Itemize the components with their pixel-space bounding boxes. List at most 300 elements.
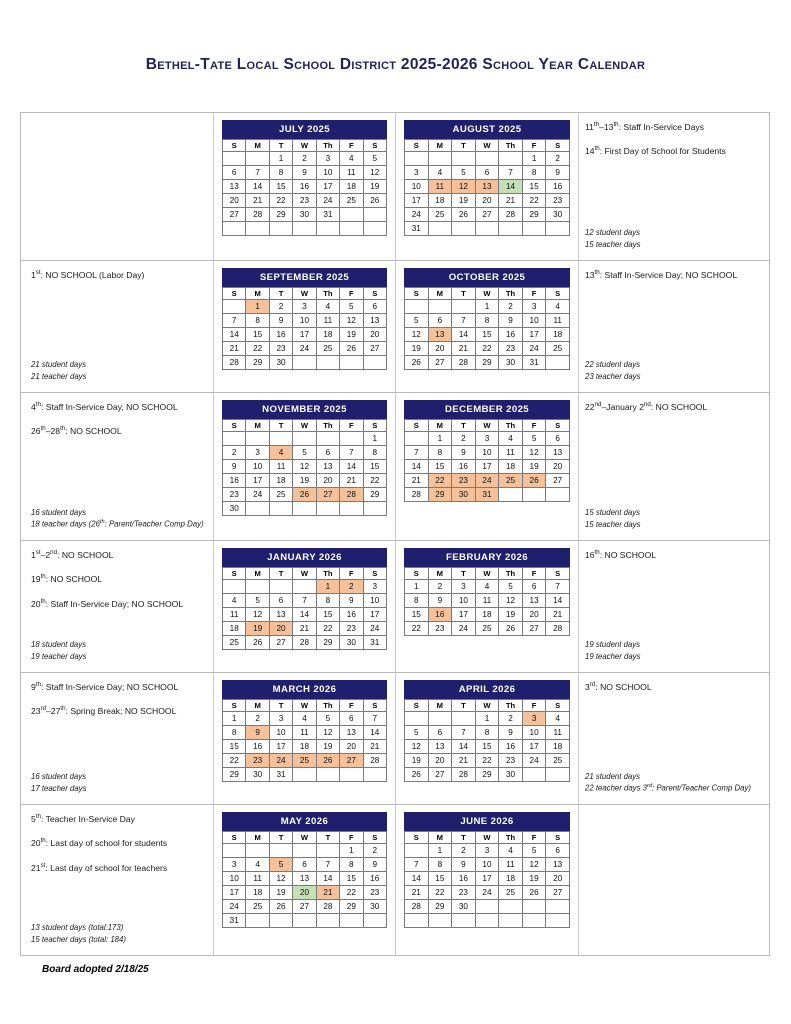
day-cell[interactable]: 18 (499, 872, 523, 886)
day-cell[interactable]: 21 (316, 886, 339, 900)
day-cell[interactable]: 18 (293, 740, 316, 754)
day-cell[interactable]: 12 (405, 328, 429, 342)
day-cell[interactable]: 29 (316, 636, 339, 650)
day-cell[interactable]: 15 (340, 872, 363, 886)
day-cell[interactable]: 29 (246, 356, 269, 370)
day-cell[interactable]: 4 (499, 432, 523, 446)
day-cell[interactable]: 11 (246, 872, 269, 886)
day-cell[interactable]: 15 (475, 328, 499, 342)
day-cell[interactable]: 27 (546, 886, 570, 900)
day-cell[interactable]: 5 (522, 844, 546, 858)
day-cell[interactable]: 20 (293, 886, 316, 900)
day-cell[interactable]: 1 (363, 432, 386, 446)
day-cell[interactable]: 20 (522, 608, 546, 622)
day-cell[interactable]: 31 (522, 356, 546, 370)
day-cell[interactable]: 5 (405, 726, 429, 740)
day-cell[interactable]: 1 (340, 844, 363, 858)
day-cell[interactable]: 7 (363, 712, 386, 726)
day-cell[interactable]: 17 (522, 740, 546, 754)
day-cell[interactable]: 3 (452, 580, 476, 594)
day-cell[interactable]: 28 (246, 208, 269, 222)
day-cell[interactable]: 20 (546, 460, 570, 474)
day-cell[interactable]: 21 (340, 474, 363, 488)
day-cell[interactable]: 1 (405, 580, 429, 594)
day-cell[interactable]: 26 (269, 900, 292, 914)
day-cell[interactable]: 24 (269, 754, 292, 768)
day-cell[interactable]: 3 (223, 858, 246, 872)
day-cell[interactable]: 20 (428, 754, 452, 768)
day-cell[interactable]: 27 (223, 208, 246, 222)
day-cell[interactable]: 17 (316, 180, 339, 194)
day-cell[interactable]: 9 (499, 726, 523, 740)
day-cell[interactable]: 17 (475, 872, 499, 886)
day-cell[interactable]: 10 (452, 594, 476, 608)
day-cell[interactable]: 16 (246, 740, 269, 754)
day-cell[interactable]: 1 (522, 152, 546, 166)
day-cell[interactable]: 7 (405, 446, 429, 460)
day-cell[interactable]: 3 (405, 166, 429, 180)
day-cell[interactable]: 27 (428, 356, 452, 370)
day-cell[interactable]: 28 (499, 208, 523, 222)
day-cell[interactable]: 9 (499, 314, 523, 328)
day-cell[interactable]: 11 (546, 314, 570, 328)
day-cell[interactable]: 1 (475, 712, 499, 726)
day-cell[interactable]: 8 (340, 858, 363, 872)
day-cell[interactable]: 26 (499, 622, 523, 636)
day-cell[interactable]: 13 (363, 314, 386, 328)
day-cell[interactable]: 14 (363, 726, 386, 740)
day-cell[interactable]: 14 (246, 180, 269, 194)
day-cell[interactable]: 27 (293, 900, 316, 914)
day-cell[interactable]: 26 (405, 768, 429, 782)
day-cell[interactable]: 16 (499, 740, 523, 754)
day-cell[interactable]: 14 (293, 608, 316, 622)
day-cell[interactable]: 27 (316, 488, 339, 502)
day-cell[interactable]: 4 (269, 446, 292, 460)
day-cell[interactable]: 7 (452, 314, 476, 328)
day-cell[interactable]: 16 (452, 460, 476, 474)
day-cell[interactable]: 30 (499, 356, 523, 370)
day-cell[interactable]: 30 (246, 768, 269, 782)
day-cell[interactable]: 31 (269, 768, 292, 782)
day-cell[interactable]: 22 (428, 886, 452, 900)
day-cell[interactable]: 9 (452, 446, 476, 460)
day-cell[interactable]: 19 (405, 342, 429, 356)
day-cell[interactable]: 6 (546, 432, 570, 446)
day-cell[interactable]: 28 (452, 356, 476, 370)
day-cell[interactable]: 13 (428, 328, 452, 342)
day-cell[interactable]: 9 (546, 166, 570, 180)
day-cell[interactable]: 5 (246, 594, 269, 608)
day-cell[interactable]: 18 (316, 328, 339, 342)
day-cell[interactable]: 19 (269, 886, 292, 900)
day-cell[interactable]: 31 (316, 208, 339, 222)
day-cell[interactable]: 4 (546, 300, 570, 314)
day-cell[interactable]: 1 (428, 844, 452, 858)
day-cell[interactable]: 6 (546, 844, 570, 858)
day-cell[interactable]: 7 (499, 166, 523, 180)
day-cell[interactable]: 22 (522, 194, 546, 208)
day-cell[interactable]: 5 (340, 300, 363, 314)
day-cell[interactable]: 29 (363, 488, 386, 502)
day-cell[interactable]: 28 (405, 488, 429, 502)
day-cell[interactable]: 6 (428, 726, 452, 740)
day-cell[interactable]: 5 (405, 314, 429, 328)
day-cell[interactable]: 10 (316, 166, 339, 180)
day-cell[interactable]: 18 (546, 740, 570, 754)
day-cell[interactable]: 14 (316, 872, 339, 886)
day-cell[interactable]: 10 (522, 726, 546, 740)
day-cell[interactable]: 21 (405, 474, 429, 488)
day-cell[interactable]: 3 (316, 152, 339, 166)
day-cell[interactable]: 25 (546, 342, 570, 356)
day-cell[interactable]: 8 (475, 726, 499, 740)
day-cell[interactable]: 25 (246, 900, 269, 914)
day-cell[interactable]: 25 (316, 342, 339, 356)
day-cell[interactable]: 29 (475, 356, 499, 370)
day-cell[interactable]: 2 (340, 580, 363, 594)
day-cell[interactable]: 30 (340, 636, 363, 650)
day-cell[interactable]: 6 (269, 594, 292, 608)
day-cell[interactable]: 28 (363, 754, 386, 768)
day-cell[interactable]: 11 (546, 726, 570, 740)
day-cell[interactable]: 20 (363, 328, 386, 342)
day-cell[interactable]: 30 (452, 488, 476, 502)
day-cell[interactable]: 30 (363, 900, 386, 914)
day-cell[interactable]: 27 (428, 768, 452, 782)
day-cell[interactable]: 1 (223, 712, 246, 726)
day-cell[interactable]: 10 (293, 314, 316, 328)
day-cell[interactable]: 15 (363, 460, 386, 474)
day-cell[interactable]: 13 (316, 460, 339, 474)
day-cell[interactable]: 18 (499, 460, 523, 474)
day-cell[interactable]: 18 (269, 474, 292, 488)
day-cell[interactable]: 10 (363, 594, 386, 608)
day-cell[interactable]: 17 (223, 886, 246, 900)
day-cell[interactable]: 22 (363, 474, 386, 488)
day-cell[interactable]: 27 (363, 342, 386, 356)
day-cell[interactable]: 22 (475, 342, 499, 356)
day-cell[interactable]: 23 (499, 342, 523, 356)
day-cell[interactable]: 22 (246, 342, 269, 356)
day-cell[interactable]: 8 (316, 594, 339, 608)
day-cell[interactable]: 5 (452, 166, 476, 180)
day-cell[interactable]: 4 (340, 152, 363, 166)
day-cell[interactable]: 25 (499, 886, 523, 900)
day-cell[interactable]: 12 (452, 180, 476, 194)
day-cell[interactable]: 2 (428, 580, 452, 594)
day-cell[interactable]: 7 (293, 594, 316, 608)
day-cell[interactable]: 9 (269, 314, 292, 328)
day-cell[interactable]: 16 (546, 180, 570, 194)
day-cell[interactable]: 12 (522, 858, 546, 872)
day-cell[interactable]: 2 (499, 300, 523, 314)
day-cell[interactable]: 7 (223, 314, 246, 328)
day-cell[interactable]: 10 (405, 180, 429, 194)
day-cell[interactable]: 3 (475, 844, 499, 858)
day-cell[interactable]: 17 (452, 608, 476, 622)
day-cell[interactable]: 19 (405, 754, 429, 768)
day-cell[interactable]: 12 (363, 166, 386, 180)
day-cell[interactable]: 19 (293, 474, 316, 488)
day-cell[interactable]: 19 (452, 194, 476, 208)
day-cell[interactable]: 21 (452, 754, 476, 768)
day-cell[interactable]: 2 (452, 844, 476, 858)
day-cell[interactable]: 22 (223, 754, 246, 768)
day-cell[interactable]: 5 (499, 580, 523, 594)
day-cell[interactable]: 14 (405, 460, 429, 474)
day-cell[interactable]: 3 (475, 432, 499, 446)
day-cell[interactable]: 30 (223, 502, 246, 516)
day-cell[interactable]: 16 (223, 474, 246, 488)
day-cell[interactable]: 8 (428, 858, 452, 872)
day-cell[interactable]: 6 (522, 580, 546, 594)
day-cell[interactable]: 23 (452, 474, 476, 488)
day-cell[interactable]: 8 (223, 726, 246, 740)
day-cell[interactable]: 9 (223, 460, 246, 474)
day-cell[interactable]: 2 (363, 844, 386, 858)
day-cell[interactable]: 5 (316, 712, 339, 726)
day-cell[interactable]: 8 (405, 594, 429, 608)
day-cell[interactable]: 12 (522, 446, 546, 460)
day-cell[interactable]: 14 (452, 328, 476, 342)
day-cell[interactable]: 3 (522, 712, 546, 726)
day-cell[interactable]: 21 (499, 194, 523, 208)
day-cell[interactable]: 13 (269, 608, 292, 622)
day-cell[interactable]: 11 (293, 726, 316, 740)
day-cell[interactable]: 11 (316, 314, 339, 328)
day-cell[interactable]: 20 (546, 872, 570, 886)
day-cell[interactable]: 26 (316, 754, 339, 768)
day-cell[interactable]: 28 (405, 900, 429, 914)
day-cell[interactable]: 15 (522, 180, 546, 194)
day-cell[interactable]: 3 (293, 300, 316, 314)
day-cell[interactable]: 7 (546, 580, 570, 594)
day-cell[interactable]: 16 (452, 872, 476, 886)
day-cell[interactable]: 23 (546, 194, 570, 208)
day-cell[interactable]: 16 (363, 872, 386, 886)
day-cell[interactable]: 28 (452, 768, 476, 782)
day-cell[interactable]: 11 (428, 180, 452, 194)
day-cell[interactable]: 27 (475, 208, 499, 222)
day-cell[interactable]: 15 (223, 740, 246, 754)
day-cell[interactable]: 23 (340, 622, 363, 636)
day-cell[interactable]: 23 (269, 342, 292, 356)
day-cell[interactable]: 22 (316, 622, 339, 636)
day-cell[interactable]: 17 (293, 328, 316, 342)
day-cell[interactable]: 23 (293, 194, 316, 208)
day-cell[interactable]: 24 (293, 342, 316, 356)
day-cell[interactable]: 2 (499, 712, 523, 726)
day-cell[interactable]: 17 (475, 460, 499, 474)
day-cell[interactable]: 20 (316, 474, 339, 488)
day-cell[interactable]: 2 (546, 152, 570, 166)
day-cell[interactable]: 13 (223, 180, 246, 194)
day-cell[interactable]: 21 (223, 342, 246, 356)
day-cell[interactable]: 21 (405, 886, 429, 900)
day-cell[interactable]: 22 (428, 474, 452, 488)
day-cell[interactable]: 13 (475, 180, 499, 194)
day-cell[interactable]: 23 (499, 754, 523, 768)
day-cell[interactable]: 14 (546, 594, 570, 608)
day-cell[interactable]: 18 (223, 622, 246, 636)
day-cell[interactable]: 25 (428, 208, 452, 222)
day-cell[interactable]: 3 (269, 712, 292, 726)
day-cell[interactable]: 13 (428, 740, 452, 754)
day-cell[interactable]: 17 (363, 608, 386, 622)
day-cell[interactable]: 21 (363, 740, 386, 754)
day-cell[interactable]: 7 (246, 166, 269, 180)
day-cell[interactable]: 6 (340, 712, 363, 726)
day-cell[interactable]: 24 (522, 342, 546, 356)
day-cell[interactable]: 7 (452, 726, 476, 740)
day-cell[interactable]: 8 (246, 314, 269, 328)
day-cell[interactable]: 27 (522, 622, 546, 636)
day-cell[interactable]: 1 (246, 300, 269, 314)
day-cell[interactable]: 9 (452, 858, 476, 872)
day-cell[interactable]: 8 (522, 166, 546, 180)
day-cell[interactable]: 27 (546, 474, 570, 488)
day-cell[interactable]: 23 (246, 754, 269, 768)
day-cell[interactable]: 8 (363, 446, 386, 460)
day-cell[interactable]: 8 (428, 446, 452, 460)
day-cell[interactable]: 5 (363, 152, 386, 166)
day-cell[interactable]: 17 (522, 328, 546, 342)
day-cell[interactable]: 30 (452, 900, 476, 914)
day-cell[interactable]: 26 (363, 194, 386, 208)
day-cell[interactable]: 10 (522, 314, 546, 328)
day-cell[interactable]: 9 (246, 726, 269, 740)
day-cell[interactable]: 30 (269, 356, 292, 370)
day-cell[interactable]: 12 (293, 460, 316, 474)
day-cell[interactable]: 13 (522, 594, 546, 608)
day-cell[interactable]: 18 (546, 328, 570, 342)
day-cell[interactable]: 5 (269, 858, 292, 872)
day-cell[interactable]: 24 (475, 474, 499, 488)
day-cell[interactable]: 12 (340, 314, 363, 328)
day-cell[interactable]: 13 (546, 446, 570, 460)
day-cell[interactable]: 11 (475, 594, 499, 608)
day-cell[interactable]: 16 (340, 608, 363, 622)
day-cell[interactable]: 12 (405, 740, 429, 754)
day-cell[interactable]: 11 (223, 608, 246, 622)
day-cell[interactable]: 21 (452, 342, 476, 356)
day-cell[interactable]: 24 (316, 194, 339, 208)
day-cell[interactable]: 4 (223, 594, 246, 608)
day-cell[interactable]: 26 (340, 342, 363, 356)
day-cell[interactable]: 1 (475, 300, 499, 314)
day-cell[interactable]: 21 (293, 622, 316, 636)
day-cell[interactable]: 23 (223, 488, 246, 502)
day-cell[interactable]: 1 (269, 152, 292, 166)
day-cell[interactable]: 31 (223, 914, 246, 928)
day-cell[interactable]: 14 (340, 460, 363, 474)
day-cell[interactable]: 30 (499, 768, 523, 782)
day-cell[interactable]: 4 (499, 844, 523, 858)
day-cell[interactable]: 2 (452, 432, 476, 446)
day-cell[interactable]: 24 (522, 754, 546, 768)
day-cell[interactable]: 20 (269, 622, 292, 636)
day-cell[interactable]: 9 (428, 594, 452, 608)
day-cell[interactable]: 24 (246, 488, 269, 502)
day-cell[interactable]: 18 (475, 608, 499, 622)
day-cell[interactable]: 14 (499, 180, 523, 194)
day-cell[interactable]: 4 (293, 712, 316, 726)
day-cell[interactable]: 25 (499, 474, 523, 488)
day-cell[interactable]: 19 (363, 180, 386, 194)
day-cell[interactable]: 23 (428, 622, 452, 636)
day-cell[interactable]: 13 (546, 858, 570, 872)
day-cell[interactable]: 17 (246, 474, 269, 488)
day-cell[interactable]: 5 (522, 432, 546, 446)
day-cell[interactable]: 4 (316, 300, 339, 314)
day-cell[interactable]: 16 (428, 608, 452, 622)
day-cell[interactable]: 28 (316, 900, 339, 914)
day-cell[interactable]: 6 (316, 446, 339, 460)
day-cell[interactable]: 16 (499, 328, 523, 342)
day-cell[interactable]: 11 (340, 166, 363, 180)
day-cell[interactable]: 1 (428, 432, 452, 446)
day-cell[interactable]: 26 (246, 636, 269, 650)
day-cell[interactable]: 22 (475, 754, 499, 768)
day-cell[interactable]: 26 (522, 886, 546, 900)
day-cell[interactable]: 14 (452, 740, 476, 754)
day-cell[interactable]: 18 (428, 194, 452, 208)
day-cell[interactable]: 28 (340, 488, 363, 502)
day-cell[interactable]: 26 (522, 474, 546, 488)
day-cell[interactable]: 6 (223, 166, 246, 180)
day-cell[interactable]: 13 (340, 726, 363, 740)
day-cell[interactable]: 11 (269, 460, 292, 474)
day-cell[interactable]: 16 (293, 180, 316, 194)
day-cell[interactable]: 10 (475, 446, 499, 460)
day-cell[interactable]: 29 (223, 768, 246, 782)
day-cell[interactable]: 27 (269, 636, 292, 650)
day-cell[interactable]: 2 (246, 712, 269, 726)
day-cell[interactable]: 29 (269, 208, 292, 222)
day-cell[interactable]: 12 (499, 594, 523, 608)
day-cell[interactable]: 11 (499, 446, 523, 460)
day-cell[interactable]: 1 (316, 580, 339, 594)
day-cell[interactable]: 25 (293, 754, 316, 768)
day-cell[interactable]: 19 (316, 740, 339, 754)
day-cell[interactable]: 24 (363, 622, 386, 636)
day-cell[interactable]: 20 (223, 194, 246, 208)
day-cell[interactable]: 19 (522, 872, 546, 886)
day-cell[interactable]: 5 (293, 446, 316, 460)
day-cell[interactable]: 20 (428, 342, 452, 356)
day-cell[interactable]: 26 (293, 488, 316, 502)
day-cell[interactable]: 22 (405, 622, 429, 636)
day-cell[interactable]: 14 (223, 328, 246, 342)
day-cell[interactable]: 6 (475, 166, 499, 180)
day-cell[interactable]: 17 (269, 740, 292, 754)
day-cell[interactable]: 25 (475, 622, 499, 636)
day-cell[interactable]: 4 (546, 712, 570, 726)
day-cell[interactable]: 11 (499, 858, 523, 872)
day-cell[interactable]: 25 (340, 194, 363, 208)
day-cell[interactable]: 23 (452, 886, 476, 900)
day-cell[interactable]: 3 (363, 580, 386, 594)
day-cell[interactable]: 23 (363, 886, 386, 900)
day-cell[interactable]: 29 (428, 488, 452, 502)
day-cell[interactable]: 22 (340, 886, 363, 900)
day-cell[interactable]: 9 (363, 858, 386, 872)
day-cell[interactable]: 15 (428, 460, 452, 474)
day-cell[interactable]: 3 (246, 446, 269, 460)
day-cell[interactable]: 26 (405, 356, 429, 370)
day-cell[interactable]: 15 (246, 328, 269, 342)
